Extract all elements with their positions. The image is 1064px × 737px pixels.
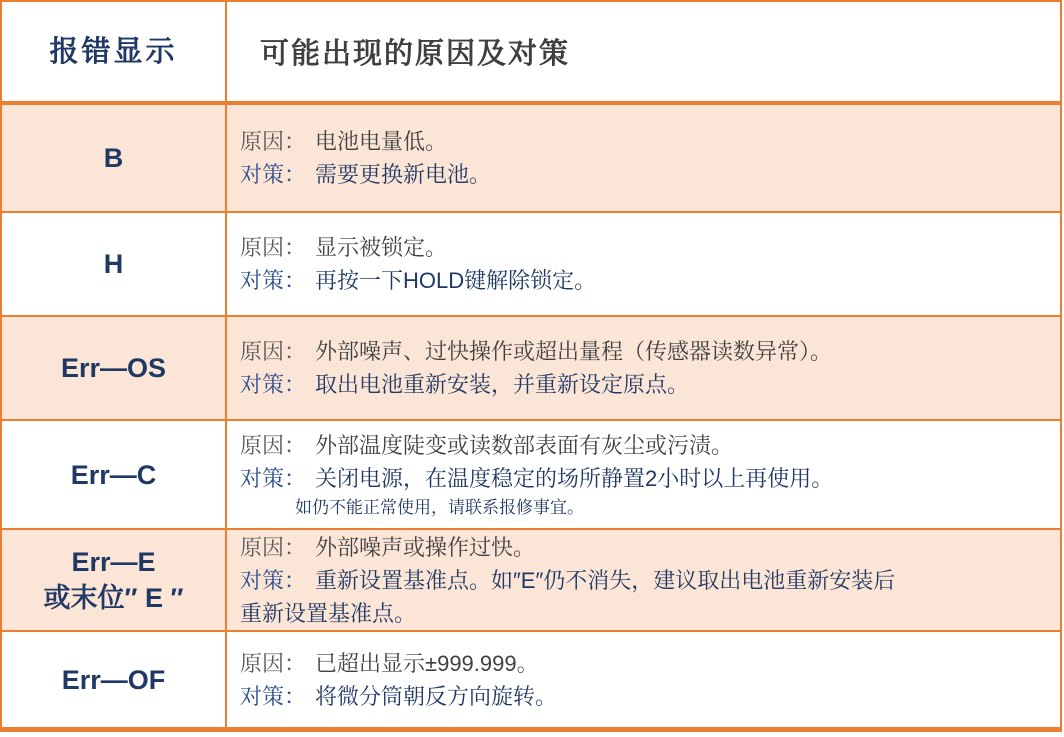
error-row-err-c [2,421,1060,530]
header-error-display-label: 报错显示 [49,35,178,68]
measure-label: 对策： [240,372,307,397]
error-code-cell [2,530,227,630]
error-code: Err—OS [60,353,167,383]
error-row-err-os [2,317,1060,421]
measure-continuation: 重新设置基准点。 [240,600,417,626]
header-cell-cause-measures [227,2,1060,101]
error-code-line2: 或末位″ E ″ [43,583,184,613]
measure-line [240,264,1052,297]
cause-text: 外部噪声或操作过快。 [315,534,536,560]
error-detail-cell [227,530,1060,630]
measure-note: 如仍不能正常使用，请联系报修事宜。 [295,498,584,517]
cause-line [240,531,1052,564]
measure-label: 对策： [240,683,307,709]
measure-line [240,368,1052,401]
measure-line [240,462,1052,495]
cause-line [240,231,1052,264]
measure-text: 再按一下HOLD键解除锁定。 [315,268,597,293]
error-code: Err—E [71,547,156,577]
cause-label: 原因： [240,534,307,560]
error-detail-cell [227,632,1060,727]
header-cause-measures-label: 可能出现的原因及对策 [260,38,571,70]
error-code-cell [2,421,227,528]
cause-text: 电池电量低。 [315,129,448,154]
measure-line [240,158,1052,191]
error-row-b [2,105,1060,213]
error-code-cell [2,105,227,211]
error-row-err-of [2,632,1060,727]
cause-text: 外部温度陡变或读数部表面有灰尘或污渍。 [315,433,734,458]
cause-line [240,647,1052,680]
cause-label: 原因： [240,235,307,260]
cause-label: 原因： [240,129,307,154]
table-header-row [2,2,1060,105]
error-detail-cell [227,317,1060,419]
measure-text: 需要更换新电池。 [315,162,492,187]
measure-label: 对策： [240,567,307,593]
error-row-err-e [2,530,1060,632]
cause-text: 已超出显示±999.999。 [315,650,539,676]
error-code: Err—OF [61,664,166,695]
error-code-cell [2,317,227,419]
measure-text: 将微分筒朝反方向旋转。 [315,683,558,709]
error-code: Err—C [70,459,157,490]
error-detail-cell [227,105,1060,211]
measure-line [240,680,1052,713]
measure-text: 关闭电源，在温度稳定的场所静置2小时以上再使用。 [315,466,834,491]
cause-label: 原因： [240,339,307,364]
measure-label: 对策： [240,268,307,293]
measure-text: 重新设置基准点。如″E″仍不消失，建议取出电池重新安装后 [315,567,896,593]
error-code-cell [2,213,227,315]
error-code-cell [2,632,227,727]
error-detail-cell [227,213,1060,315]
cause-label: 原因： [240,650,307,676]
cause-line [240,335,1052,368]
measure-label: 对策： [240,162,307,187]
error-code: H [103,249,124,279]
cause-line [240,125,1052,158]
measure-label: 对策： [240,466,307,491]
cause-label: 原因： [240,433,307,458]
error-detail-cell [227,421,1060,528]
measure-text: 取出电池重新安装，并重新设定原点。 [315,372,690,397]
cause-text: 外部噪声、过快操作或超出量程（传感器读数异常）。 [315,339,833,364]
error-row-h [2,213,1060,317]
error-code: B [103,143,124,173]
measure-line [240,564,1052,597]
cause-text: 显示被锁定。 [315,235,448,260]
header-cell-error-display [2,2,227,101]
cause-line [240,429,1052,462]
